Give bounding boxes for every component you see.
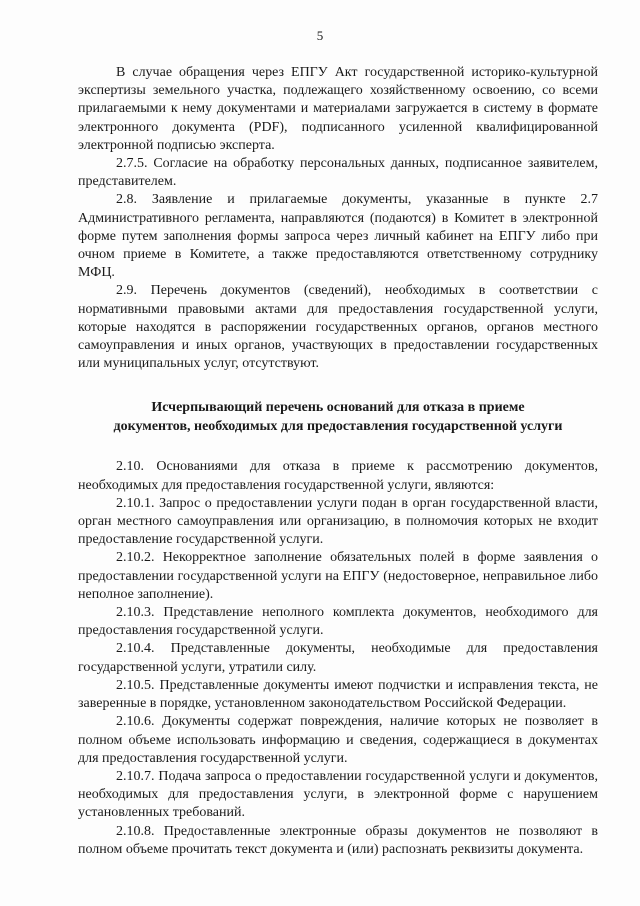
paragraph-epgu-expertise: В случае обращения через ЕПГУ Акт государственной историко-культурной экспертизы земельного участка, подлежащего хозяйственному освоению, со всеми прилагаемыми к нему документами и материалами загружается в систему в формате электронного документа (PDF), подписанного усиленной квалифицированной электронной подписью эксперта. <box>78 65 598 153</box>
paragraph-2-8: 2.8. Заявление и прилагаемые документы, указанные в пункте 2.7 Административного регламента, направляются (подаются) в Комитет в электронной форме путем заполнения формы запроса через личный кабинет на ЕПГУ либо при очном приеме в Комитете, а также предоставляются ответственному сотруднику МФЦ. <box>78 192 598 281</box>
paragraph-2-10-2: 2.10.2. Некорректное заполнение обязательных полей в форме заявления о предоставлении государственной услуги на ЕПГУ (недостоверное, неправильное либо неполное заполнение). <box>78 550 598 602</box>
paragraph-2-10-4: 2.10.4. Представленные документы, необходимые для предоставления государственной услуги, утратили силу. <box>78 641 598 675</box>
paragraph-2-10-5: 2.10.5. Представленные документы имеют подчистки и исправления текста, не заверенные в порядке, установленном законодательством Российской Федерации. <box>78 677 598 712</box>
paragraph-2-9: 2.9. Перечень документов (сведений), необходимых в соответствии с нормативными правовыми актами для предоставления государственной услуги, которые находятся в распоряжении государственных органов, органов местного самоуправления и иных органов, участвующих в предоставлении государственных или муниципальных услуг, отсутствуют. <box>78 283 598 372</box>
paragraph-2-10-7: 2.10.7. Подача запроса о предоставлении государственной услуги и документов, необходимых для предоставления услуги, в электронной форме с нарушением установленных требований. <box>78 768 598 821</box>
section-heading-line-1: Исчерпывающий перечень оснований для отказа в приеме <box>151 400 525 416</box>
paragraph-2-10: 2.10. Основаниями для отказа в приеме к рассмотрению документов, необходимых для предоставления государственной услуги, являются: <box>78 459 598 493</box>
paragraph-2-10-6: 2.10.6. Документы содержат повреждения, наличие которых не позволяет в полном объеме использовать информацию и сведения, содержащиеся в документах для предоставления государственной услуги. <box>78 714 598 766</box>
paragraph-2-10-3: 2.10.3. Представление неполного комплекта документов, необходимого для предоставления государственной услуги. <box>78 605 598 639</box>
paragraph-2-10-8: 2.10.8. Предоставленные электронные образы документов не позволяют в полном объеме прочитать текст документа и (или) распознать реквизиты документа. <box>78 823 598 857</box>
section-heading-line-2: документов, необходимых для предоставления государственной услуги <box>113 419 563 435</box>
paragraph-2-7-5: 2.7.5. Согласие на обработку персональных данных, подписанное заявителем, представителем. <box>78 156 598 190</box>
paragraph-2-10-1: 2.10.1. Запрос о предоставлении услуги подан в орган государственной власти, орган местного самоуправления или организацию, в полномочия которых не входит предоставление государственной услуги. <box>78 495 598 548</box>
document-body <box>78 64 598 859</box>
page-number: 5 <box>316 28 324 43</box>
section-heading <box>78 398 598 436</box>
